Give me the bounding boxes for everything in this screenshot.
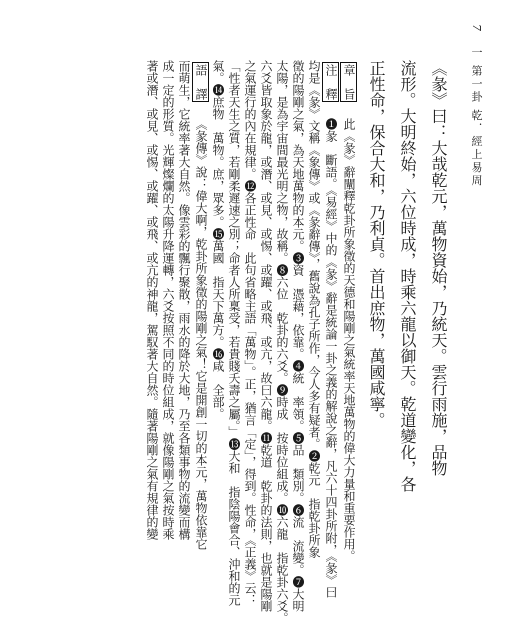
yuwen-col-1 xyxy=(192,60,209,550)
section-label-zhushi: 注 釋 xyxy=(324,64,338,100)
zhushi-col-5: 六爻皆取象於龍，或潛、或見、或惕、或躍、或飛、或亢，故曰六龍。⓫乾道 乾卦的法則，也就是陽剛 xyxy=(259,60,273,612)
yuwen-col-3: 成一定的形質。光輝燦爛的太陽升降運轉，六爻按照不同的時位組成，就像陽剛之氣按時乘 xyxy=(161,60,175,540)
zhangzhi-col-1 xyxy=(340,60,357,562)
zhushi-col-2: 均是《彖》文稱《象傳》或《彖辭傳》，舊說為孔子所作，今人多有疑者。❷乾元 指乾卦所象 xyxy=(307,60,321,558)
page-header xyxy=(460,24,484,484)
running-title: 一 第一卦 乾．經上易周 xyxy=(470,46,483,188)
yuwen-text-1: 《彖傳》說：偉大啊，乾卦所象徵的陽剛之氣！它是開創一切的本元，萬物依靠它 xyxy=(194,118,208,550)
yuwen-col-2: 而萌生，它統率著大自然。像雲彩的飄行聚散，雨水的降於大地，乃至各類事物的流變而構 xyxy=(177,60,191,540)
zhushi-text-1: ❶彖 斷語。《易經》中的《彖》辭是統論一卦之義的解說之辭，凡六十四卦所附，《彖》曰 xyxy=(324,118,338,598)
page-number: 7 xyxy=(470,24,483,33)
zhushi-col-7: 「性者天生之質，若剛柔遲速之別；命者人所稟受，若貴賤夭壽之屬。」⓭大和 指陰陽會合、沖和的元 xyxy=(227,60,241,606)
main-text-col-1: 《彖》曰：大哉乾元，萬物資始，乃統天。雲行雨施，品物 xyxy=(429,60,448,476)
section-label-zhangzhi: 章 旨 xyxy=(342,64,356,100)
zhushi-col-8: 氣。⓮庶物 萬物。庶，眾多。⓯萬國 指天下萬方。⓰咸 全部。 xyxy=(211,60,225,420)
main-text-col-3: 正性命，保合大和，乃利貞。首出庶物，萬國咸寧。 xyxy=(367,60,386,428)
section-label-yuwen: 語 譯 xyxy=(194,64,208,100)
main-text-col-2: 流形。大明終始，六位時成，時乘六龍以御天。乾道變化，各 xyxy=(398,60,417,492)
zhushi-col-6: 之氣運行的內在規律。⓬各正性命 此句省略主語「萬物」。正，猶言「定」，得到。性命，《正義》云： xyxy=(243,60,257,606)
zhushi-col-4: 太陽，是為宇宙間最光明之物，故稱。❽六位 乾卦的六爻。❾時成 按時位組成。❿六龍 指乾卦六爻。 xyxy=(275,60,289,624)
zhushi-col-1 xyxy=(322,60,339,598)
yuwen-col-4: 著或潛、或見、或惕、或躍、或飛、或亢的神龍，駕馭著大自然。隨著陽剛之氣有規律的變 xyxy=(145,60,159,540)
zhangzhi-text: 此《彖》辭闡釋乾卦所象徵的天德和陽剛之氣統率天地萬物的偉大力量和重要作用。 xyxy=(342,118,356,562)
vertical-text-body xyxy=(30,60,450,624)
zhushi-col-3: 徵的陽剛之氣，為天地萬物的本元。❸資 憑藉，依靠。❹統 率領。❺品 類別。❻流 流變。❼大明 xyxy=(291,60,305,612)
